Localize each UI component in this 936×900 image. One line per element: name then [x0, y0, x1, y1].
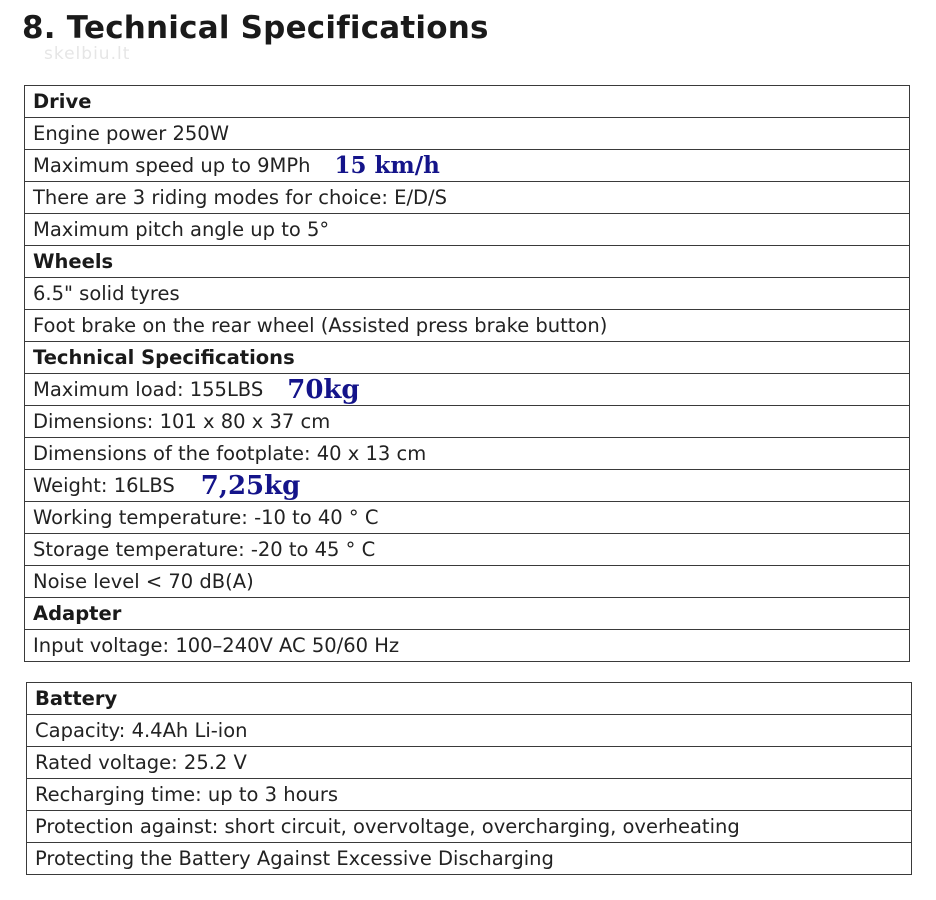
spec-row-rated-voltage: Rated voltage: 25.2 V — [27, 747, 911, 779]
spec-row-input-voltage: Input voltage: 100–240V AC 50/60 Hz — [25, 630, 909, 662]
spec-text-max-load: Maximum load: 155LBS — [33, 378, 264, 401]
spec-row-tyres: 6.5" solid tyres — [25, 278, 909, 310]
spec-row-pitch-angle: Maximum pitch angle up to 5° — [25, 214, 909, 246]
spec-row-riding-modes: There are 3 riding modes for choice: E/D/S — [25, 182, 909, 214]
spec-row-weight — [25, 470, 909, 502]
spec-text-weight: Weight: 16LBS — [33, 474, 175, 497]
annotation-weight-kg: 7,25kg — [200, 470, 301, 501]
battery-table — [26, 682, 912, 875]
watermark: skelbiu.lt — [44, 44, 131, 64]
section-header-battery: Battery — [27, 683, 911, 715]
spec-row-engine-power: Engine power 250W — [25, 118, 909, 150]
section-header-wheels: Wheels — [25, 246, 909, 278]
spec-row-dimensions: Dimensions: 101 x 80 x 37 cm — [25, 406, 909, 438]
spec-row-footplate: Dimensions of the footplate: 40 x 13 cm — [25, 438, 909, 470]
section-header-drive: Drive — [25, 86, 909, 118]
spec-row-max-load — [25, 374, 909, 406]
spec-row-discharge-protection: Protecting the Battery Against Excessive Discharging — [27, 843, 911, 875]
page-title: 8. Technical Specifications — [22, 10, 489, 46]
annotation-load-kg: 70kg — [287, 374, 360, 405]
spec-row-protection: Protection against: short circuit, overvoltage, overcharging, overheating — [27, 811, 911, 843]
spec-row-working-temp: Working temperature: -10 to 40 ° C — [25, 502, 909, 534]
spec-row-foot-brake: Foot brake on the rear wheel (Assisted press brake button) — [25, 310, 909, 342]
spec-row-recharging-time: Recharging time: up to 3 hours — [27, 779, 911, 811]
spec-row-noise-level: Noise level < 70 dB(A) — [25, 566, 909, 598]
section-header-technical: Technical Specifications — [25, 342, 909, 374]
annotation-speed-kmh: 15 km/h — [334, 152, 440, 179]
spec-row-capacity: Capacity: 4.4Ah Li-ion — [27, 715, 911, 747]
spec-row-storage-temp: Storage temperature: -20 to 45 ° C — [25, 534, 909, 566]
spec-row-max-speed — [25, 150, 909, 182]
spec-text-max-speed: Maximum speed up to 9MPh — [33, 154, 311, 177]
spec-table — [24, 85, 910, 662]
section-header-adapter: Adapter — [25, 598, 909, 630]
